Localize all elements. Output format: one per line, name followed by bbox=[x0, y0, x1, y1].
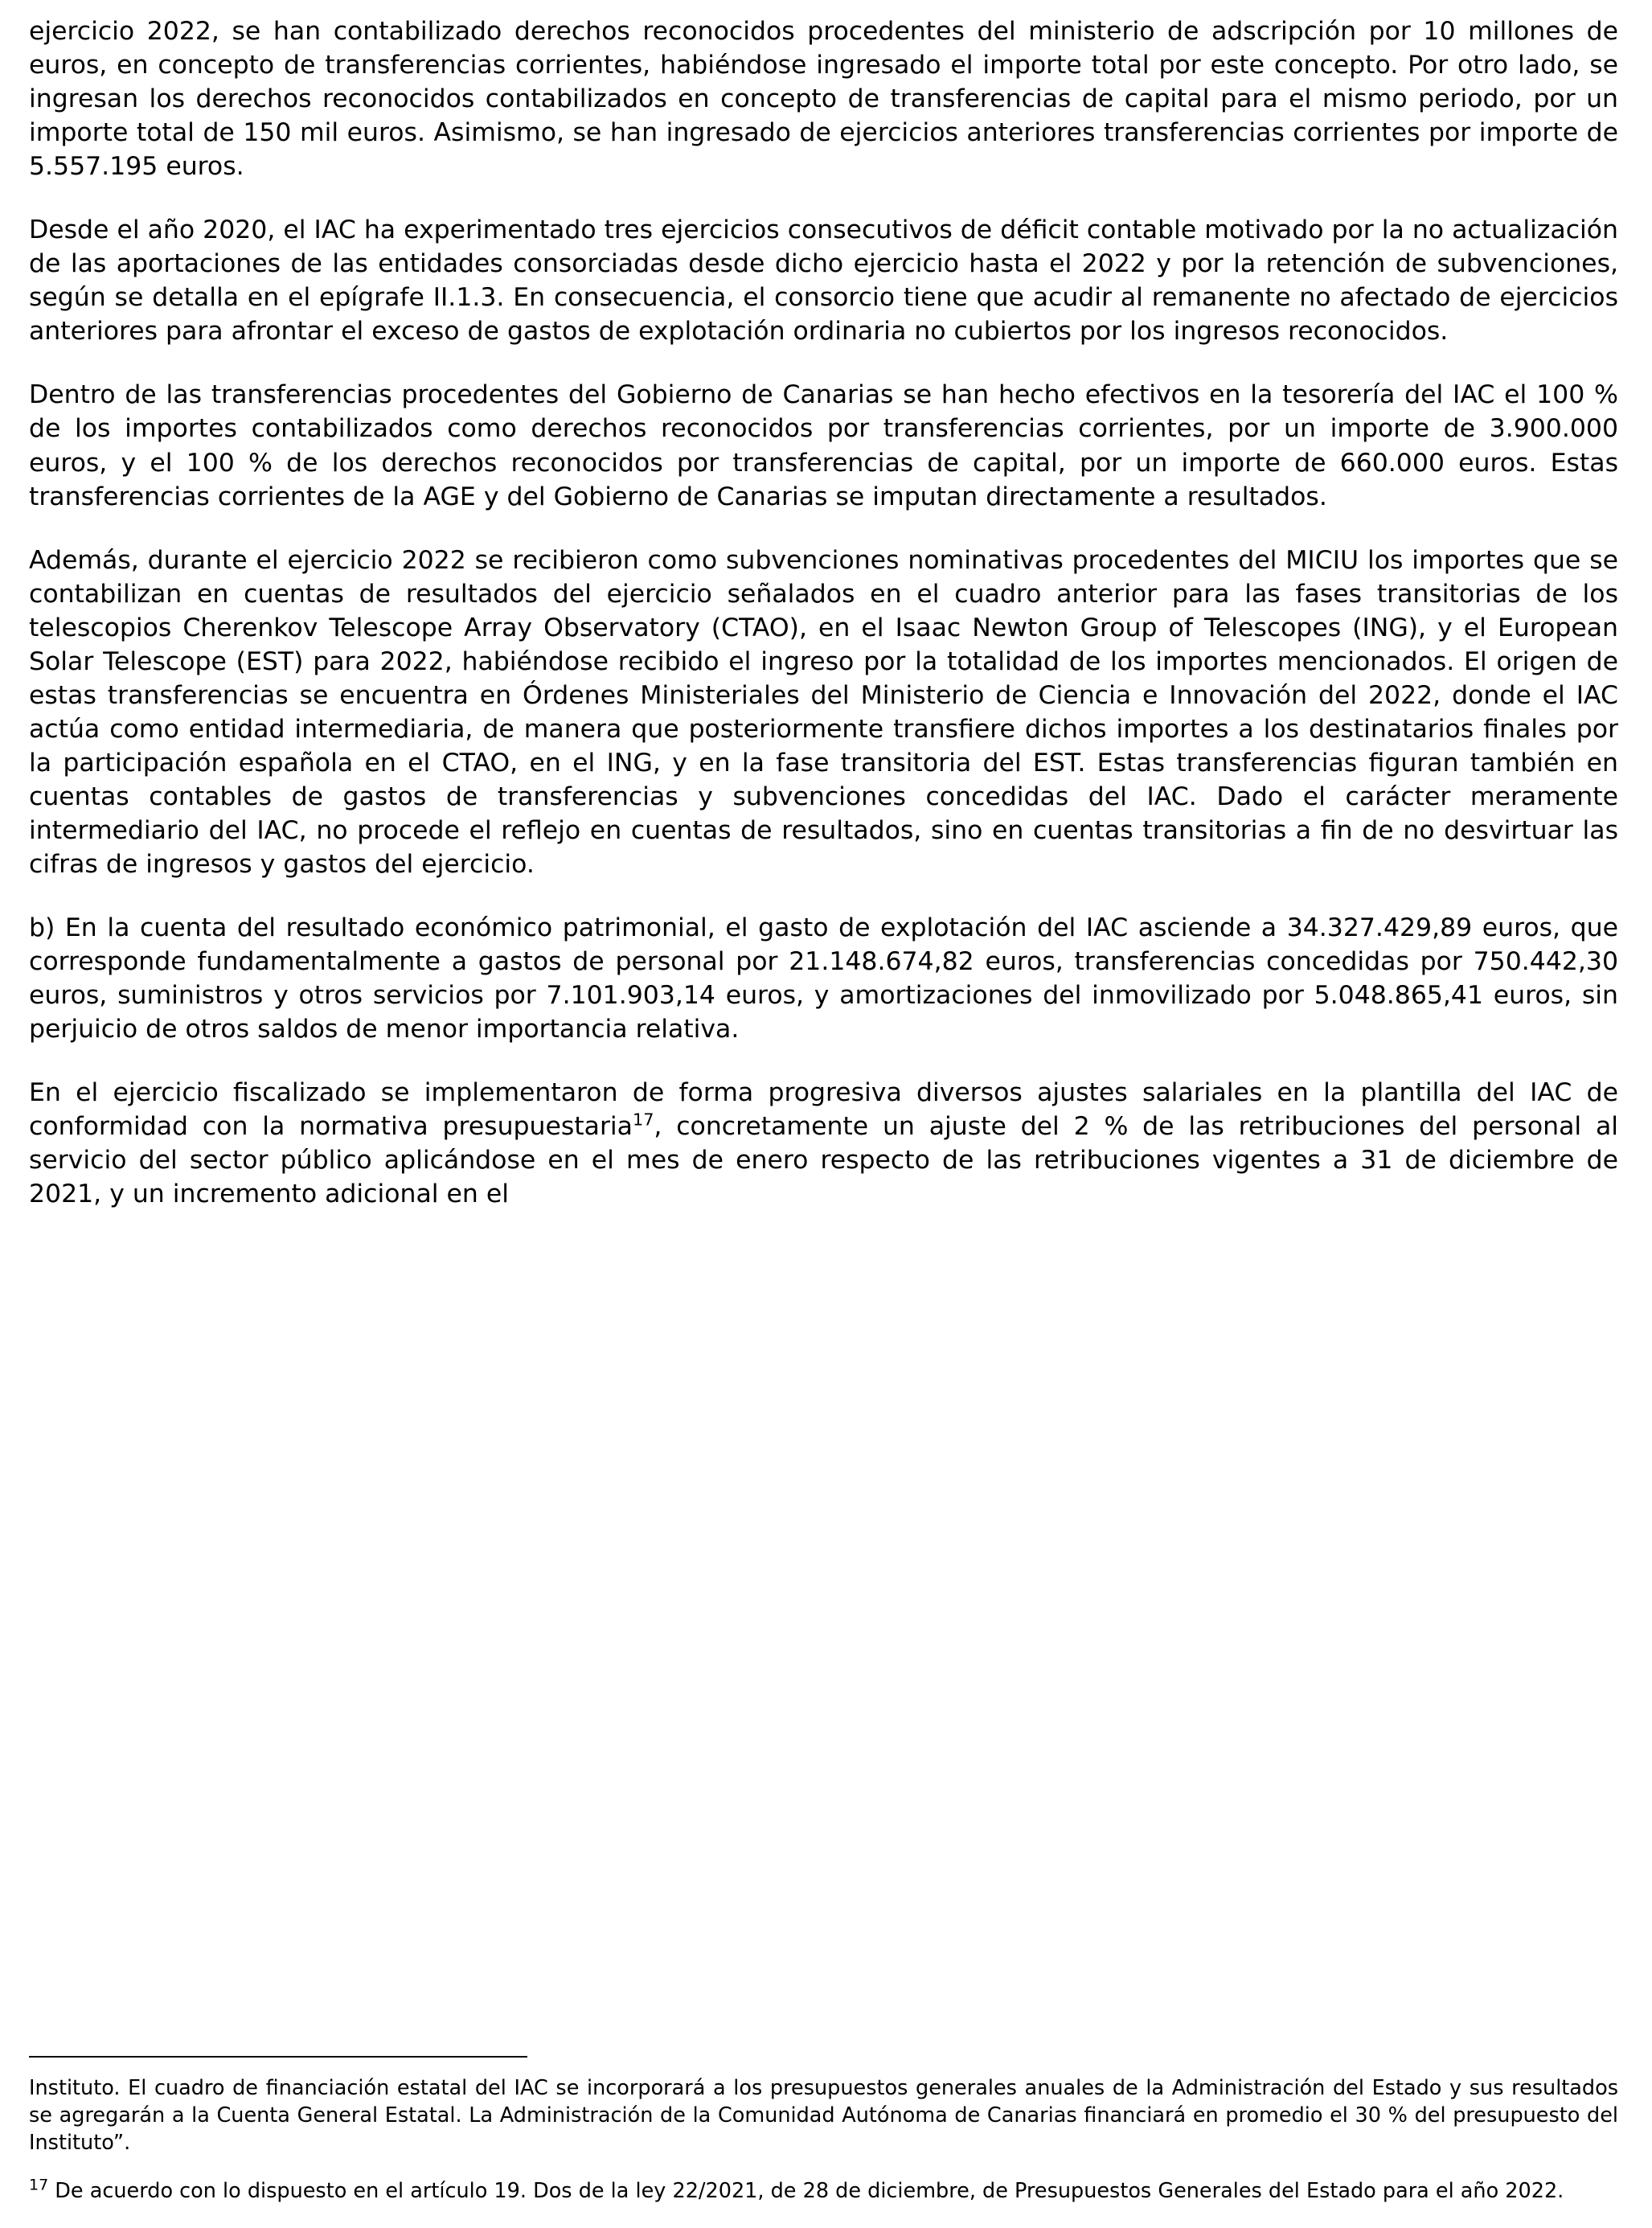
footnote-reference-17[interactable]: 17 bbox=[632, 1110, 654, 1130]
footnote-17 bbox=[29, 2178, 1618, 2205]
paragraph-4: Además, durante el ejercicio 2022 se recibieron como subvenciones nominativas procedentes del MICIU los importes que se contabilizan en cuentas de resultados del ejercicio señalados en el cuadro anterior para las fases transitorias de los telescopios Cherenkov Telescope Array Observatory (CTAO), en el Isaac Newton Group of Telescopes (ING), y el European Solar Telescope (EST) para 2022, habiéndose recibido el ingreso por la totalidad de los importes mencionados. El origen de estas transferencias se encuentra en Órdenes Ministeriales del Ministerio de Ciencia e Innovación del 2022, donde el IAC actúa como entidad intermediaria, de manera que posteriormente transfiere dichos importes a los destinatarios finales por la participación española en el CTAO, en el ING, y en la fase transitoria del EST. Estas transferencias figuran también en cuentas contables de gastos de transferencias y subvenciones concedidas del IAC. Dado el carácter meramente intermediario del IAC, no procede el reflejo en cuentas de resultados, sino en cuentas transitorias a fin de no desvirtuar las cifras de ingresos y gastos del ejercicio. bbox=[29, 545, 1618, 880]
footnote-separator-rule bbox=[29, 2056, 527, 2058]
paragraph-2: Desde el año 2020, el IAC ha experimentado tres ejercicios consecutivos de déficit contable motivado por la no actualización de las aportaciones de las entidades consorciadas desde dicho ejercicio hasta el 2022 y por la retención de subvenciones, según se detalla en el epígrafe II.1.3. En consecuencia, el consorcio tiene que acudir al remanente no afectado de ejercicios anteriores para afrontar el exceso de gastos de explotación ordinaria no cubiertos por los ingresos reconocidos. bbox=[29, 215, 1618, 347]
paragraph-6-text-before-note: En el ejercicio fiscalizado se implementaron de forma progresiva diversos ajustes salariales en la plantilla del IAC de conformidad con la normativa presupuestaria bbox=[29, 1078, 1618, 1142]
paragraph-6-with-footnote-reference bbox=[29, 1076, 1618, 1211]
paragraph-1: ejercicio 2022, se han contabilizado derechos reconocidos procedentes del ministerio de adscripción por 10 millones de euros, en concepto de transferencias corrientes, habiéndose ingresado el importe total por este concepto. Por otro lado, se ingresan los derechos reconocidos contabilizados en concepto de transferencias de capital para el mismo periodo, por un importe total de 150 mil euros. Asimismo, se han ingresado de ejercicios anteriores transferencias corrientes por importe de 5.557.195 euros. bbox=[29, 17, 1618, 182]
footnote-area bbox=[29, 2056, 1618, 2205]
paragraph-5: b) En la cuenta del resultado económico patrimonial, el gasto de explotación del IAC asciende a 34.327.429,89 euros, que corresponde fundamentalmente a gastos de personal por 21.148.674,82 euros, transferencias concedidas por 750.442,30 euros, suministros y otros servicios por 7.101.903,14 euros, y amortizaciones del inmovilizado por 5.048.865,41 euros, sin perjuicio de otros saldos de menor importancia relativa. bbox=[29, 913, 1618, 1044]
paragraph-3: Dentro de las transferencias procedentes del Gobierno de Canarias se han hecho efectivos en la tesorería del IAC el 100 % de los importes contabilizados como derechos reconocidos por transferencias corrientes, por un importe de 3.900.000 euros, y el 100 % de los derechos reconocidos por transferencias de capital, por un importe de 660.000 euros. Estas transferencias corrientes de la AGE y del Gobierno de Canarias se imputan directamente a resultados. bbox=[29, 380, 1618, 511]
footnote-continuation: Instituto. El cuadro de financiación estatal del IAC se incorporará a los presupuestos generales anuales de la Administración del Estado y sus resultados se agregarán a la Cuenta General Estatal. La Administración de la Comunidad Autónoma de Canarias financiará en promedio el 30 % del presupuesto del Instituto”. bbox=[29, 2076, 1618, 2156]
paragraph-6-text-after-note: , concretamente un ajuste del 2 % de las retribuciones del personal al servicio del sector público aplicándose en el mes de enero respecto de las retribuciones vigentes a 31 de diciembre de 2021, y un incremento adicional en el bbox=[29, 1112, 1618, 1209]
footnote-17-text: De acuerdo con lo dispuesto en el artículo 19. Dos de la ley 22/2021, de 28 de diciembre, de Presupuestos Generales del Estado para el año 2022. bbox=[48, 2179, 1564, 2204]
footnote-17-marker: 17 bbox=[29, 2176, 49, 2194]
